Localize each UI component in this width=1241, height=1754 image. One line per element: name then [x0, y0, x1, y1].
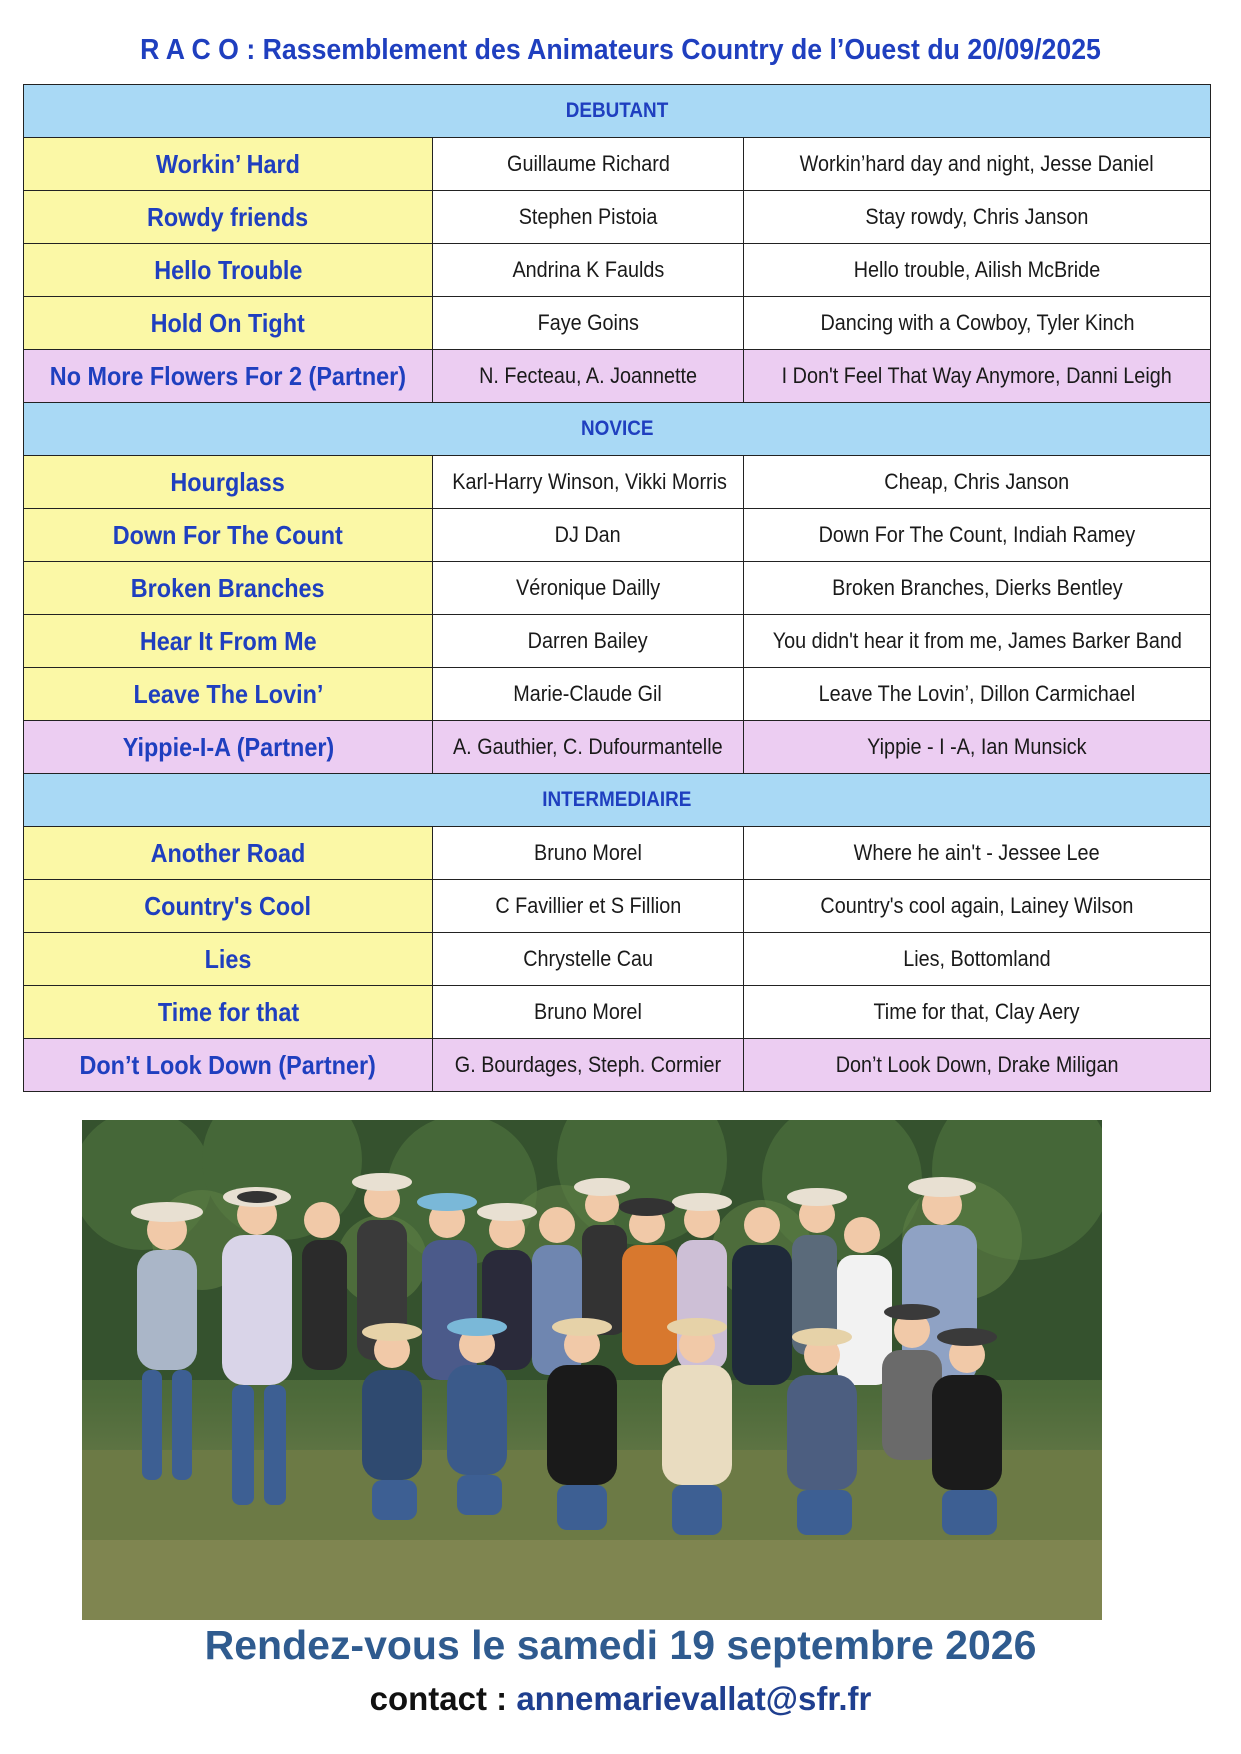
section-header — [24, 774, 1211, 827]
choreographer-name: Chrystelle Cau — [523, 946, 653, 971]
dance-name: No More Flowers For 2 (Partner) — [49, 360, 407, 391]
choreographer-cell — [433, 350, 744, 403]
dance-name-cell — [24, 456, 433, 509]
choreographer-cell — [433, 1039, 744, 1092]
partner-dance-row — [24, 1039, 1211, 1092]
dance-name: Another Road — [150, 837, 306, 868]
dance-name: Hear It From Me — [139, 625, 317, 656]
music-title: You didn't hear it from me, James Barker Band — [772, 628, 1182, 653]
choreographer-name: G. Bourdages, Steph. Cormier — [454, 1052, 722, 1077]
dance-row — [24, 827, 1211, 880]
dance-name-cell — [24, 668, 433, 721]
dance-name-cell — [24, 1039, 433, 1092]
choreographer-name: Marie-Claude Gil — [513, 681, 663, 706]
music-cell — [744, 509, 1211, 562]
dance-program-table — [23, 84, 1211, 1092]
music-title: I Don't Feel That Way Anymore, Danni Leigh — [781, 363, 1173, 388]
music-title: Dancing with a Cowboy, Tyler Kinch — [820, 310, 1135, 335]
section-name: DEBUTANT — [565, 99, 669, 122]
music-cell — [744, 297, 1211, 350]
dance-row — [24, 986, 1211, 1039]
dance-row — [24, 615, 1211, 668]
dance-name: Broken Branches — [131, 572, 325, 603]
music-cell — [744, 933, 1211, 986]
choreographer-cell — [433, 244, 744, 297]
choreographer-name: C Favillier et S Fillion — [495, 893, 681, 918]
music-cell — [744, 880, 1211, 933]
choreographer-name: DJ Dan — [554, 522, 622, 547]
dance-row — [24, 509, 1211, 562]
dance-name: Yippie-I-A (Partner) — [122, 731, 334, 762]
dance-row — [24, 138, 1211, 191]
dance-name: Workin’ Hard — [156, 148, 300, 179]
choreographer-name: Bruno Morel — [534, 840, 642, 865]
dance-name-cell — [24, 880, 433, 933]
choreographer-cell — [433, 668, 744, 721]
dance-row — [24, 668, 1211, 721]
choreographer-cell — [433, 986, 744, 1039]
choreographer-cell — [433, 933, 744, 986]
section-header-row — [24, 403, 1211, 456]
music-title: Lies, Bottomland — [903, 946, 1051, 971]
music-cell — [744, 1039, 1211, 1092]
dance-name-cell — [24, 244, 433, 297]
dance-name: Don’t Look Down (Partner) — [79, 1049, 377, 1080]
choreographer-cell — [433, 297, 744, 350]
partner-dance-row — [24, 721, 1211, 774]
partner-dance-row — [24, 350, 1211, 403]
choreographer-cell — [433, 880, 744, 933]
music-title: Cheap, Chris Janson — [884, 469, 1070, 494]
dance-name-cell — [24, 138, 433, 191]
dance-row — [24, 244, 1211, 297]
music-cell — [744, 350, 1211, 403]
dance-row — [24, 562, 1211, 615]
music-title: Down For The Count, Indiah Ramey — [818, 522, 1136, 547]
music-cell — [744, 138, 1211, 191]
choreographer-name: Faye Goins — [537, 310, 639, 335]
dance-name-cell — [24, 509, 433, 562]
section-name: NOVICE — [580, 417, 654, 440]
choreographer-name: Véronique Dailly — [515, 575, 661, 600]
contact-label: contact : — [369, 1680, 517, 1717]
music-title: Broken Branches, Dierks Bentley — [831, 575, 1123, 600]
page-title: R A C O : Rassemblement des Animateurs Country de l’Ouest du 20/09/2025 — [140, 34, 1101, 66]
music-cell — [744, 456, 1211, 509]
dance-name: Country's Cool — [144, 890, 312, 921]
dance-name: Time for that — [157, 996, 299, 1027]
group-photo — [82, 1120, 1102, 1620]
choreographer-name: Darren Bailey — [528, 628, 648, 653]
choreographer-cell — [433, 827, 744, 880]
dance-name-cell — [24, 933, 433, 986]
contact-line — [0, 1680, 1241, 1718]
dance-name: Leave The Lovin’ — [133, 678, 323, 709]
section-header-row — [24, 774, 1211, 827]
dance-name-cell — [24, 350, 433, 403]
music-cell — [744, 827, 1211, 880]
section-header — [24, 403, 1211, 456]
choreographer-cell — [433, 509, 744, 562]
music-title: Where he ain't - Jessee Lee — [854, 840, 1100, 865]
choreographer-cell — [433, 191, 744, 244]
next-event-announcement: Rendez-vous le samedi 19 septembre 2026 — [204, 1622, 1037, 1668]
dance-name: Hold On Tight — [150, 307, 306, 338]
dance-name-cell — [24, 827, 433, 880]
music-title: Leave The Lovin’, Dillon Carmichael — [818, 681, 1136, 706]
music-cell — [744, 191, 1211, 244]
dance-name: Hello Trouble — [153, 254, 303, 285]
music-title: Workin’hard day and night, Jesse Daniel — [799, 151, 1155, 176]
music-cell — [744, 562, 1211, 615]
music-title: Hello trouble, Ailish McBride — [853, 257, 1101, 282]
choreographer-name: Guillaume Richard — [506, 151, 670, 176]
dance-name-cell — [24, 986, 433, 1039]
music-title: Stay rowdy, Chris Janson — [865, 204, 1089, 229]
choreographer-cell — [433, 721, 744, 774]
choreographer-name: N. Fecteau, A. Joannette — [479, 363, 697, 388]
dance-name: Down For The Count — [112, 519, 344, 550]
dance-name-cell — [24, 615, 433, 668]
dance-row — [24, 297, 1211, 350]
music-title: Don’t Look Down, Drake Miligan — [835, 1052, 1119, 1077]
choreographer-cell — [433, 456, 744, 509]
dance-row — [24, 933, 1211, 986]
music-title: Time for that, Clay Aery — [873, 999, 1081, 1024]
dance-row — [24, 880, 1211, 933]
music-cell — [744, 244, 1211, 297]
choreographer-name: Bruno Morel — [534, 999, 642, 1024]
choreographer-name: Stephen Pistoia — [518, 204, 658, 229]
music-cell — [744, 986, 1211, 1039]
dance-program-body — [24, 85, 1211, 1092]
music-cell — [744, 668, 1211, 721]
choreographer-cell — [433, 615, 744, 668]
dance-name-cell — [24, 721, 433, 774]
dance-row — [24, 191, 1211, 244]
dance-row — [24, 456, 1211, 509]
section-name: INTERMEDIAIRE — [542, 788, 692, 811]
choreographer-name: A. Gauthier, C. Dufourmantelle — [453, 734, 723, 759]
dance-name-cell — [24, 562, 433, 615]
dance-name: Lies — [204, 943, 252, 974]
contact-email-link[interactable]: annemarievallat@sfr.fr — [516, 1680, 872, 1717]
music-cell — [744, 721, 1211, 774]
choreographer-cell — [433, 138, 744, 191]
dance-name: Hourglass — [170, 466, 286, 497]
choreographer-cell — [433, 562, 744, 615]
choreographer-name: Karl-Harry Winson, Vikki Morris — [452, 469, 727, 494]
dance-name-cell — [24, 191, 433, 244]
section-header-row — [24, 85, 1211, 138]
music-title: Yippie - I -A, Ian Munsick — [867, 734, 1087, 759]
group-photo-illustration — [82, 1120, 1102, 1620]
music-cell — [744, 615, 1211, 668]
dance-name: Rowdy friends — [147, 201, 309, 232]
section-header — [24, 85, 1211, 138]
dance-name-cell — [24, 297, 433, 350]
music-title: Country's cool again, Lainey Wilson — [820, 893, 1134, 918]
choreographer-name: Andrina K Faulds — [512, 257, 664, 282]
